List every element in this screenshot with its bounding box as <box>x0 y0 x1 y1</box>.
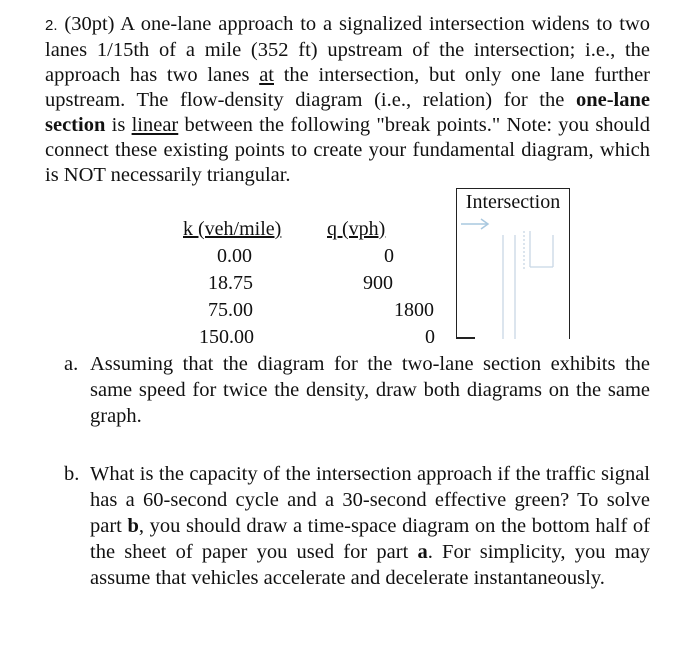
k-value-row-4: 150.00 <box>199 326 254 348</box>
question-text-4: between the following "break points." Note: you should connect these existing points to create your fundamental diagram, which is NOT necessarily triangular. <box>45 114 650 186</box>
part-b-text <box>90 461 650 591</box>
q-value-row-3: 1800 <box>394 299 434 321</box>
intersection-figure-bottom <box>456 337 475 339</box>
k-value-row-1: 0.00 <box>217 245 252 267</box>
question-text-3: is <box>105 114 132 136</box>
linear-word: linear <box>131 114 179 136</box>
part-a-label: a. <box>64 353 79 375</box>
question-number: 2. <box>45 17 58 34</box>
one-lane-section-phrase: one-lane section <box>45 89 650 136</box>
part-b-text-3: . For simplicity, you may assume that vehicles accelerate and decelerate instantaneously. <box>90 541 650 589</box>
question-text-2: the intersection, but only one lane further upstream. The flow-density diagram (i.e., relation) for the <box>45 64 650 111</box>
part-b-bold-a: a <box>417 541 428 563</box>
question-paragraph <box>45 12 650 188</box>
part-b-bold-b: b <box>127 515 139 537</box>
intersection-label: Intersection <box>456 188 570 214</box>
question-points: (30pt) <box>64 13 115 35</box>
q-column-header: q (vph) <box>327 218 386 240</box>
part-b-text-2: , you should draw a time-space diagram on the bottom half of the sheet of paper you used for part <box>90 515 650 563</box>
part-a-text <box>90 351 650 429</box>
q-value-row-4: 0 <box>425 326 435 348</box>
k-value-row-2: 18.75 <box>208 272 253 294</box>
question-text-1: A one-lane approach to a signalized intersection widens to two lanes 1/15th of a mile (352 ft) upstream of the intersection; i.e., the approach has two lanes <box>45 13 651 86</box>
part-a-text-content: Assuming that the diagram for the two-lane section exhibits the same speed for twice the density, draw both diagrams on the same graph. <box>90 353 650 427</box>
part-b-label: b. <box>64 463 80 485</box>
at-word: at <box>259 64 274 86</box>
part-b-text-1: What is the capacity of the intersection approach if the traffic signal has a 60-second cycle and a 30-second effective green? To solve part <box>90 463 650 537</box>
k-value-row-3: 75.00 <box>208 299 253 321</box>
q-value-row-1: 0 <box>384 245 394 267</box>
intersection-lanes-diagram <box>457 213 570 339</box>
k-column-header: k (veh/mile) <box>183 218 282 240</box>
q-value-row-2: 900 <box>363 272 393 294</box>
